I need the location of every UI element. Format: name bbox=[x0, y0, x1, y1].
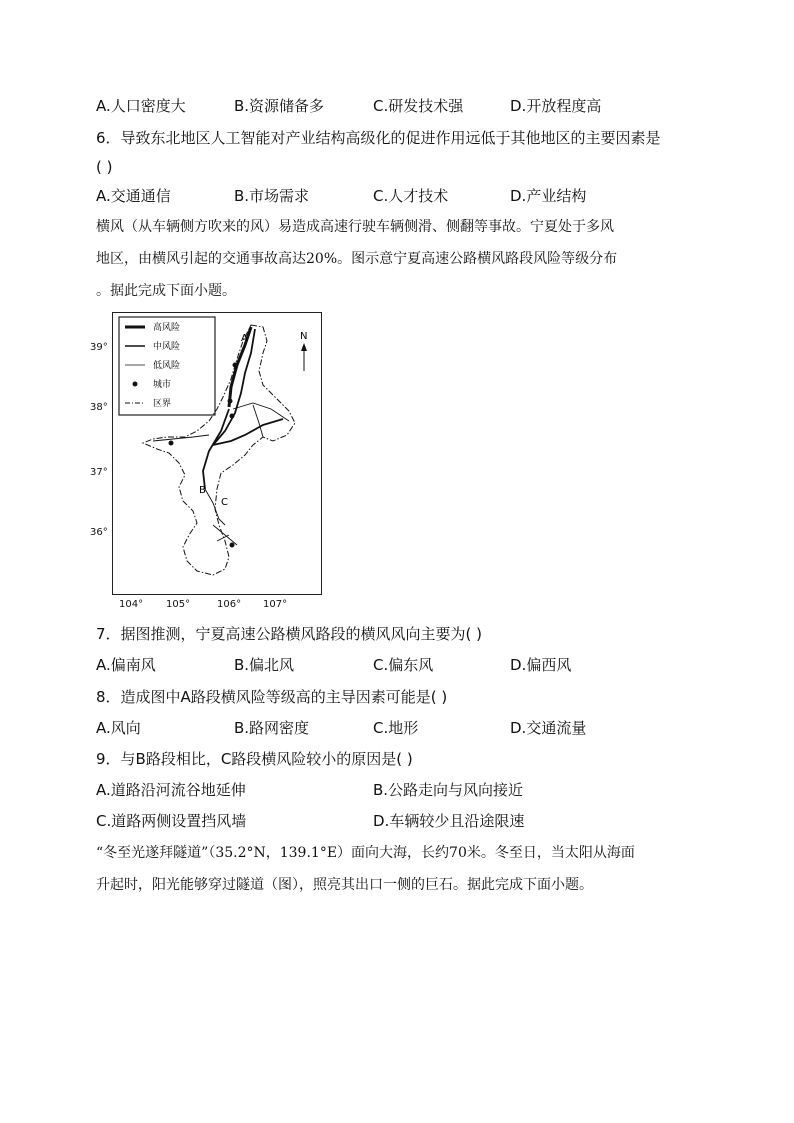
passage1-line1: 横风（从车辆侧方吹来的风）易造成高速行驶车辆侧滑、侧翻等事故。宁夏处于多风 bbox=[96, 219, 614, 235]
q9-stem: 9．与B路段相比，C路段横风险较小的原因是( ) bbox=[96, 750, 413, 768]
q5-option-d: D.开放程度高 bbox=[510, 97, 602, 115]
lon-tick: 107° bbox=[263, 599, 288, 610]
lat-tick: 38° bbox=[90, 402, 108, 413]
q9-option-d: D.车辆较少且沿途限速 bbox=[373, 812, 525, 830]
lon-tick: 104° bbox=[119, 599, 144, 610]
north-label: N bbox=[300, 331, 308, 342]
q6-option-c: C.人才技术 bbox=[373, 187, 449, 205]
q6-option-d: D.产业结构 bbox=[510, 187, 587, 205]
passage1-line3: 。据此完成下面小题。 bbox=[96, 283, 236, 299]
passage1-line2: 地区，由横风引起的交通事故高达20%。图示意宁夏高速公路横风路段风险等级分布 bbox=[96, 251, 618, 267]
lon-tick: 105° bbox=[166, 599, 191, 610]
lat-tick: 36° bbox=[90, 527, 108, 538]
medium-risk-road bbox=[213, 329, 255, 445]
q6-option-a: A.交通通信 bbox=[96, 187, 171, 205]
city-dot bbox=[169, 441, 174, 446]
ningxia-map bbox=[112, 312, 322, 595]
q6-paren: ( ) bbox=[96, 158, 113, 176]
q8-option-b: B.路网密度 bbox=[234, 719, 310, 737]
legend-city: 城市 bbox=[153, 380, 172, 390]
q5-option-c: C.研发技术强 bbox=[373, 97, 464, 115]
legend-boundary: 区界 bbox=[153, 399, 172, 409]
segment-a-label: A bbox=[241, 333, 248, 344]
q7-option-a: A.偏南风 bbox=[96, 656, 156, 674]
segment-c-label: C bbox=[221, 497, 228, 508]
passage2-line2: 升起时，阳光能够穿过隧道（图），照亮其出口一侧的巨石。据此完成下面小题。 bbox=[96, 877, 593, 893]
q6-option-b: B.市场需求 bbox=[234, 187, 310, 205]
segment-b-label: B bbox=[199, 485, 206, 496]
city-dot bbox=[228, 399, 233, 404]
q8-option-a: A.风向 bbox=[96, 719, 141, 737]
q6-stem: 6．导致东北地区人工智能对产业结构高级化的促进作用远低于其他地区的主要因素是 bbox=[96, 129, 661, 147]
city-dot bbox=[230, 414, 235, 419]
legend-high-risk: 高风险 bbox=[153, 323, 181, 333]
q9-option-c: C.道路两侧设置挡风墙 bbox=[96, 812, 247, 830]
q5-option-b: B.资源储备多 bbox=[234, 97, 325, 115]
q7-option-b: B.偏北风 bbox=[234, 656, 295, 674]
q7-stem: 7．据图推测，宁夏高速公路横风路段的横风风向主要为( ) bbox=[96, 625, 483, 643]
lon-tick: 106° bbox=[217, 599, 242, 610]
q9-option-b: B.公路走向与风向接近 bbox=[373, 781, 524, 799]
lat-tick: 37° bbox=[90, 467, 108, 478]
legend-medium-risk: 中风险 bbox=[153, 342, 181, 352]
q9-option-a: A.道路沿河流谷地延伸 bbox=[96, 781, 246, 799]
q8-stem: 8．造成图中A路段横风险等级高的主导因素可能是( ) bbox=[96, 688, 448, 706]
legend-low-risk: 低风险 bbox=[153, 361, 181, 371]
city-dot bbox=[233, 363, 238, 368]
q8-option-d: D.交通流量 bbox=[510, 719, 587, 737]
q7-option-c: C.偏东风 bbox=[373, 656, 434, 674]
q5-option-a: A.人口密度大 bbox=[96, 97, 186, 115]
q8-option-c: C.地形 bbox=[373, 719, 419, 737]
city-dot bbox=[230, 543, 235, 548]
passage2-line1: “冬至光遂拜隧道”（35.2°N，139.1°E）面向大海，长约70米。冬至日，当太阳从海面 bbox=[96, 845, 635, 861]
lat-tick: 39° bbox=[90, 342, 108, 353]
q7-option-d: D.偏西风 bbox=[510, 656, 572, 674]
